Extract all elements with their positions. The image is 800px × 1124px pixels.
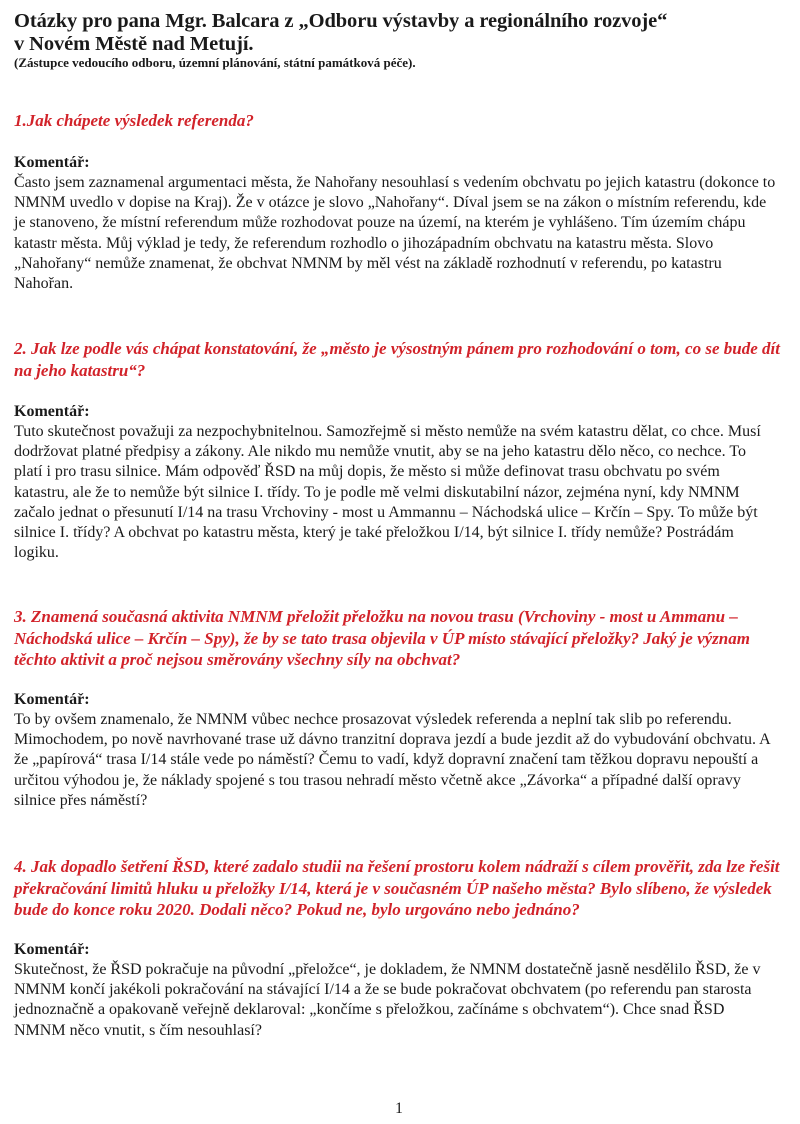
- comment-text-4: Skutečnost, že ŘSD pokračuje na původní „přeložce“, je dokladem, že NMNM dostatečně jasně nesdělilo ŘSD, že v NMNM končí jakékoli pokračování na stávající I/14 a že se bude pokračovat obchvatem (po referendu pan starosta jednoznačně a opakovaně veřejně deklaroval: „končíme s přeložkou, začínáme s obchvatem“). Chce snad ŘSD NMNM něco vnutit, s čím nesouhlasí?: [14, 961, 761, 1039]
- question-3: 3. Znamená současná aktivita NMNM přeložit přeložku na novou trasu (Vrchoviny - most u Ammanu – Náchodská ulice – Krčín – Spy), že by se tato trasa objevila v ÚP místo stávající přeložky? Jaký je význam těchto aktivit a proč nejsou směrovány všechny síly na obchvat?: [14, 607, 750, 669]
- comment-label-2: Komentář:: [14, 403, 90, 420]
- comment-text-3: To by ovšem znamenalo, že NMNM vůbec nechce prosazovat výsledek referenda a neplní tak slib po referendu. Mimochodem, po nově navrhované trase už dávno tranzitní doprava jezdí a bude jezdit až do vybudování obchvatu. A že „papírová“ trasa I/14 stále vede po náměstí? Čemu to vadí, když dopravní značení tam těžkou dopravu nepouští a určitou výhodou je, že náklady spojené s tou trasou nehradí město včetně akce „Závorka“ a případné další opravy silnice přes náměstí?: [14, 711, 770, 809]
- page-number: 1: [395, 1100, 403, 1117]
- comment-text-2: Tuto skutečnost považuji za nezpochybnitelnou. Samozřejmě si město nemůže na svém katastru dělat, co chce. Musí dodržovat platné předpisy a zákony. Ale nikdo mu nemůže vnutit, aby se na jeho katastru dělo něco, co nechce. To platí i pro trasu silnice. Mám odpověď ŘSD na můj dopis, že město si může definovat trasu obchvatu po svém katastru, ale že to nemůže být silnice I. třídy. To je podle mě velmi diskutabilní názor, zejména nyní, kdy NMNM začalo jednat o přesunutí I/14 na trasu Vrchoviny - most u Ammannu – Náchodská ulice – Krčín – Spy. To může být silnice I. třídy? A obchvat po katastru města, který je také přeložkou I/14, být silnice I. třídy nemůže? Postrádám logiku.: [14, 423, 761, 562]
- question-4: 4. Jak dopadlo šetření ŘSD, které zadalo studii na řešení prostoru kolem nádraží s cílem prověřit, zda lze řešit překračování limitů hluku u přeložky I/14, která je v současném ÚP našeho města? Bylo slíbeno, že výsledek bude do konce roku 2020. Dodali něco? Pokud ne, bylo urgováno nebo jednáno?: [14, 857, 780, 919]
- title-line-2: v Novém Městě nad Metují.: [14, 33, 254, 55]
- question-1: 1.Jak chápete výsledek referenda?: [14, 111, 254, 130]
- comment-label-3: Komentář:: [14, 691, 90, 708]
- comment-label-4: Komentář:: [14, 941, 90, 958]
- comment-text-1: Často jsem zaznamenal argumentaci města, že Nahořany nesouhlasí s vedením obchvatu po jejich katastru (dokonce to NMNM uvedlo v dopise na Kraj). Že v otázce je slovo „Nahořany“. Díval jsem se na zákon o místním referendu, kde je stanoveno, že místní referendum může rozhodovat pouze na území, na kterém je vyhlášeno. Tím územím chápu katastr města. Můj výklad je tedy, že referendum rozhodlo o jihozápadním obchvatu na katastru města. Slovo „Nahořany“ nemůže znamenat, že obchvat NMNM by měl vést na základě rozhodnutí v referendu, po katastru Nahořan.: [14, 174, 776, 293]
- document-title: [14, 10, 784, 56]
- title-line-1: Otázky pro pana Mgr. Balcara z „Odboru výstavby a regionálního rozvoje“: [14, 10, 668, 32]
- comment-label-1: Komentář:: [14, 154, 90, 171]
- question-2: 2. Jak lze podle vás chápat konstatování, že „město je výsostným pánem pro rozhodování o tom, co se bude dít na jeho katastru“?: [14, 339, 780, 380]
- document-subtitle: (Zástupce vedoucího odboru, územní plánování, státní památková péče).: [14, 55, 416, 70]
